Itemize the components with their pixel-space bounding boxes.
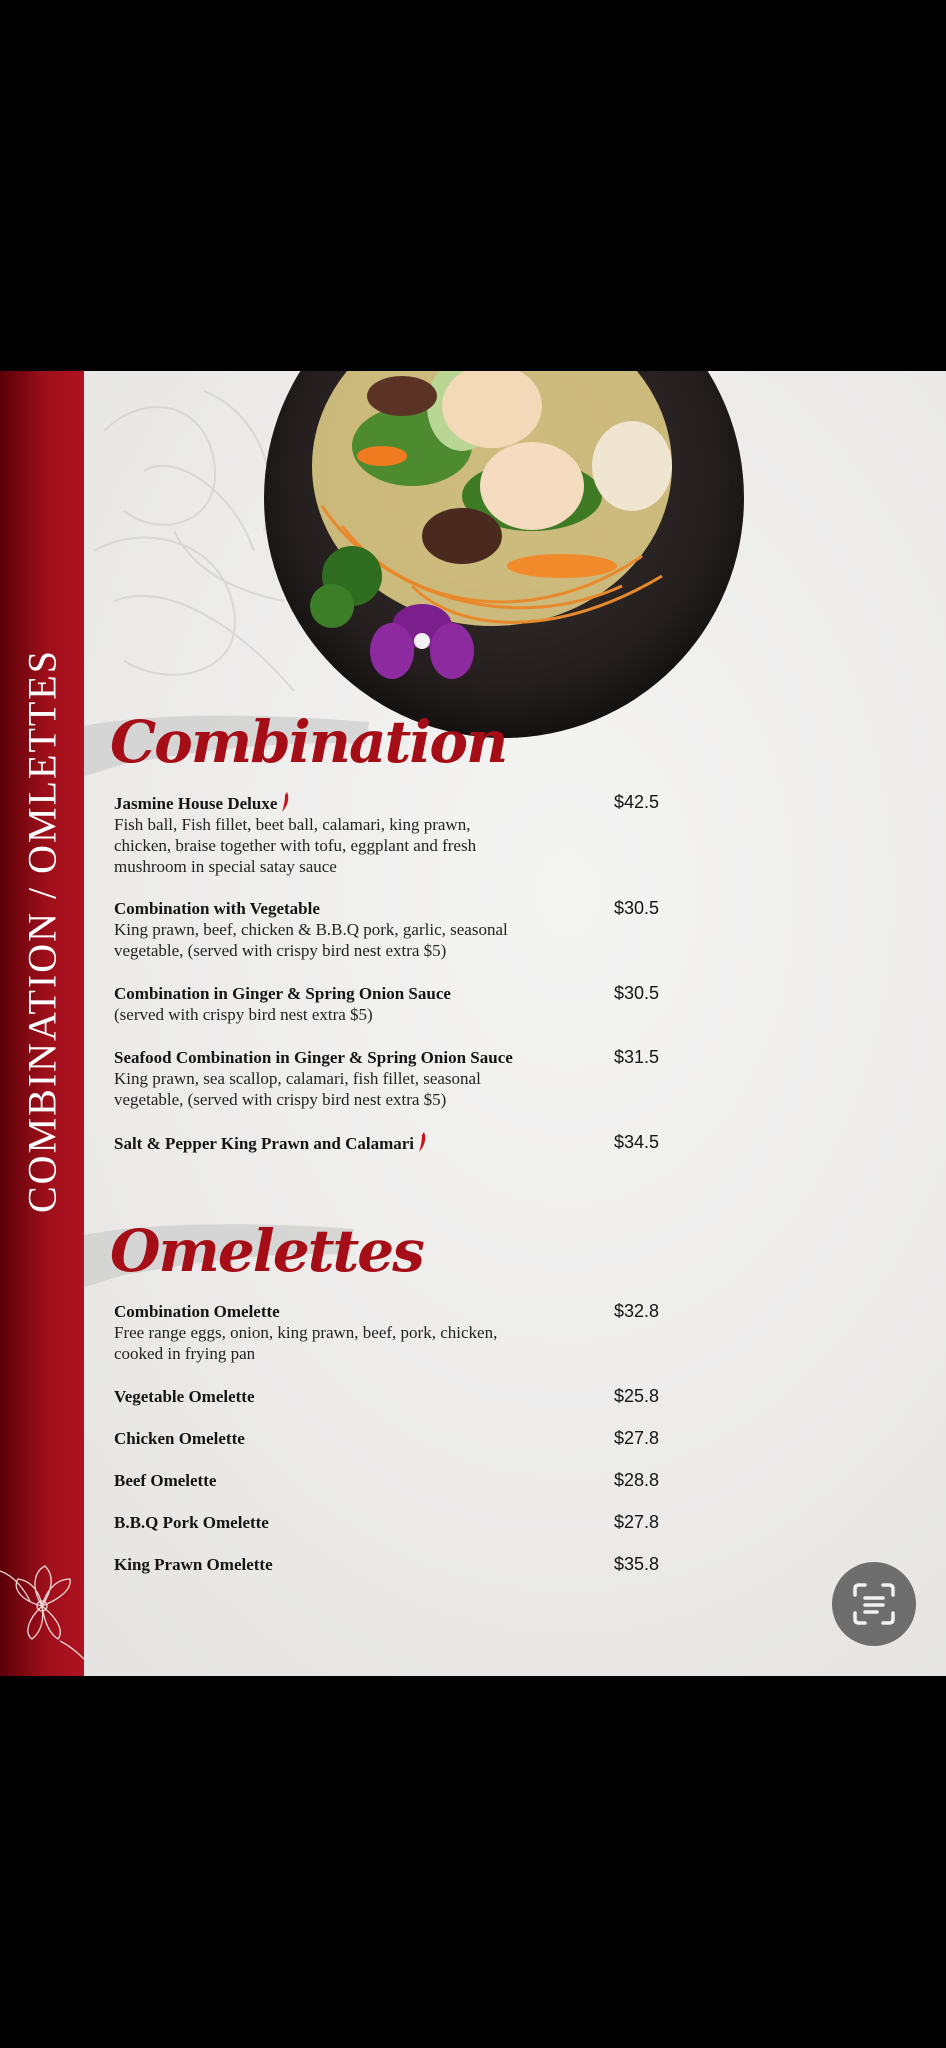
sidebar <box>0 371 84 1676</box>
item-price: $30.5 <box>614 983 660 1003</box>
item-price: $34.5 <box>614 1132 660 1152</box>
omelettes-title: Omelettes <box>110 1217 423 1285</box>
menu-item <box>114 898 674 961</box>
google-lens-icon <box>850 1580 898 1628</box>
item-name: Jasmine House Deluxe <box>114 794 278 813</box>
item-price: $27.8 <box>614 1428 660 1448</box>
item-name: Vegetable Omelette <box>114 1387 255 1406</box>
item-price: $27.8 <box>614 1512 660 1532</box>
menu-item <box>114 1132 674 1154</box>
menu-item <box>114 1428 674 1449</box>
menu-item <box>114 1386 674 1407</box>
item-desc-line: King prawn, sea scallop, calamari, fish fillet, seasonal <box>114 1069 481 1088</box>
item-desc-line: mushroom in special satay sauce <box>114 857 337 876</box>
item-name: Combination in Ginger & Spring Onion Sauce <box>114 984 451 1003</box>
item-desc-line: cooked in frying pan <box>114 1344 256 1363</box>
menu-item <box>114 1301 674 1364</box>
lens-button[interactable] <box>832 1562 916 1646</box>
item-price: $30.5 <box>614 898 660 918</box>
sidebar-title: COMBINATION / OMLETTES <box>19 649 65 1213</box>
item-desc-line: (served with crispy bird nest extra $5) <box>114 1005 373 1024</box>
item-name: B.B.Q Pork Omelette <box>114 1513 269 1532</box>
dish-photo <box>262 371 746 740</box>
chili-icon <box>418 1132 427 1152</box>
chili-icon <box>281 792 290 812</box>
item-price: $42.5 <box>614 792 660 812</box>
item-desc-line: King prawn, beef, chicken & B.B.Q pork, garlic, seasonal <box>114 920 508 939</box>
item-name: King Prawn Omelette <box>114 1555 273 1574</box>
omelettes-heading <box>84 1213 423 1291</box>
item-desc-line: chicken, braise together with tofu, eggplant and fresh <box>114 836 477 855</box>
item-name: Combination with Vegetable <box>114 899 320 918</box>
item-name: Salt & Pepper King Prawn and Calamari <box>114 1134 415 1153</box>
item-desc-line: Free range eggs, onion, king prawn, beef, pork, chicken, <box>114 1323 498 1342</box>
item-price: $28.8 <box>614 1470 660 1490</box>
item-price: $32.8 <box>614 1301 660 1321</box>
item-price: $31.5 <box>614 1047 660 1067</box>
menu-item <box>114 1470 674 1491</box>
item-name: Chicken Omelette <box>114 1429 245 1448</box>
item-price: $35.8 <box>614 1554 660 1574</box>
flower-icon <box>0 1551 84 1661</box>
item-name: Beef Omelette <box>114 1471 217 1490</box>
menu-item <box>114 1512 674 1533</box>
menu-item <box>114 1047 674 1110</box>
combination-heading <box>84 704 507 782</box>
item-price: $25.8 <box>614 1386 660 1406</box>
combination-title: Combination <box>110 708 507 776</box>
item-desc-line: vegetable, (served with crispy bird nest extra $5) <box>114 941 447 960</box>
item-desc-line: Fish ball, Fish fillet, beet ball, calamari, king prawn, <box>114 815 471 834</box>
item-desc-line: vegetable, (served with crispy bird nest extra $5) <box>114 1090 447 1109</box>
menu-page <box>0 371 946 1676</box>
menu-item <box>114 792 674 877</box>
item-name: Seafood Combination in Ginger & Spring Onion Sauce <box>114 1048 513 1067</box>
menu-item <box>114 1554 674 1575</box>
menu-item <box>114 983 674 1025</box>
item-name: Combination Omelette <box>114 1302 280 1321</box>
